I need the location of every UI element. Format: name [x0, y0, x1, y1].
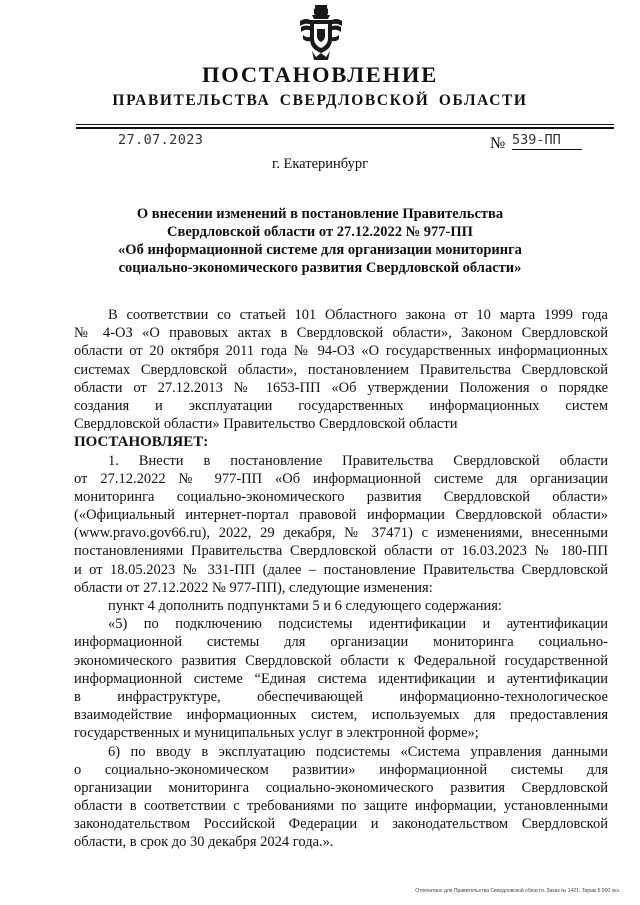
body-line: «5) по подключению подсистемы идентификации и аутентификации	[108, 616, 608, 633]
document-date: 27.07.2023	[118, 132, 204, 148]
body-line: постановлениями Правительства Свердловской области от 16.03.2023 № 180-ПП	[74, 543, 608, 560]
resolution-heading	[60, 205, 580, 277]
body-line: (www.pravo.gov66.ru), 2022, 29 декабря, № 37471) с изменениями, внесенными	[74, 525, 608, 542]
body-line: в инфраструктуре, обеспечивающей информационно-технологическое	[74, 688, 608, 705]
body-line: 1. Внести в постановление Правительства Свердловской области	[108, 452, 608, 469]
body-line: о социально-экономическом развитии» информационной системы для	[74, 761, 608, 778]
body-line: области, в срок до 30 декабря 2024 года.».	[74, 834, 334, 851]
heading-line: социально-экономического развития Свердловской области»	[118, 260, 522, 276]
body-line: государственных и муниципальных услуг в электронной форме»;	[74, 725, 479, 742]
body-line: В соответствии со статьей 101 Областного закона от 10 марта 1999 года	[108, 307, 608, 323]
body-line: взаимодействие информационных систем, используемых для предоставления	[74, 707, 608, 724]
body-line: пункт 4 дополнить подпунктами 5 и 6 следующего содержания:	[108, 598, 502, 614]
body-line: информационной системе “Единая система идентификации и аутентификации	[74, 670, 608, 687]
body-line: области в соответствии с требованиями по защите информации, установленными	[74, 798, 608, 815]
body-line: создания и эксплуатации государственных информационных систем	[74, 397, 608, 414]
body-line: системах Свердловской области», постановлением Правительства Свердловской	[74, 361, 608, 378]
body-line: и от 18.05.2023 № 331-ПП (далее – постановление Правительства Свердловской	[74, 561, 608, 578]
body-line: мониторинга социально-экономического развития Свердловской области»	[74, 488, 608, 505]
body-line: 6) по вводу в эксплуатацию подсистемы «Система управления данными	[108, 743, 608, 760]
body-line: области от 27.12.2022 № 977-ПП), следующие изменения:	[74, 579, 433, 596]
document-number: 539-ПП	[512, 132, 582, 150]
decree-keyword: ПОСТАНОВЛЯЕТ:	[74, 434, 209, 451]
body-line: Свердловской области» Правительство Свердловской области	[74, 416, 458, 433]
heading-line: О внесении изменений в постановление Правительства	[136, 206, 504, 222]
heading-line: «Об информационной системе для организации мониторинга	[118, 242, 522, 258]
number-sign: №	[490, 135, 506, 152]
header-rule-thick	[76, 127, 614, 129]
body-line: области от 20 октября 2011 года № 94-ОЗ «О государственных информационных	[74, 343, 608, 360]
body-line: от 27.12.2022 № 977-ПП «Об информационной системе для организации	[74, 470, 608, 487]
body-line: № 4-ОЗ «О правовых актах в Свердловской области», Законом Свердловской	[74, 325, 608, 342]
print-footer-note: Отпечатано для Правительства Свердловской области. Заказ № 1421. Тираж 5 000 экз.	[415, 888, 620, 894]
heading-line: Свердловской области от 27.12.2022 № 977-ПП	[167, 224, 473, 240]
body-line: экономического развития Свердловской области к Федеральной государственной	[74, 652, 608, 669]
document-title: ПОСТАНОВЛЕНИЕ	[202, 62, 438, 87]
coat-of-arms-icon	[298, 5, 344, 61]
body-line: («Официальный интернет-портал правовой информации Свердловской области»	[74, 507, 608, 524]
city-line: г. Екатеринбург	[271, 156, 369, 172]
body-line: организации мониторинга социально-экономического развития Свердловской	[74, 779, 608, 796]
body-line: области от 27.12.2013 № 1653-ПП «Об утверждении Положения о порядке	[74, 379, 608, 396]
document-subtitle: ПРАВИТЕЛЬСТВА СВЕРДЛОВСКОЙ ОБЛАСТИ	[112, 92, 528, 109]
header-rule-thin	[76, 124, 614, 125]
body-line: информационной системы для организации мониторинга социально-	[74, 634, 608, 651]
body-line: законодательством Российской Федерации и законодательством Свердловской	[74, 816, 608, 833]
document-body	[74, 306, 608, 852]
